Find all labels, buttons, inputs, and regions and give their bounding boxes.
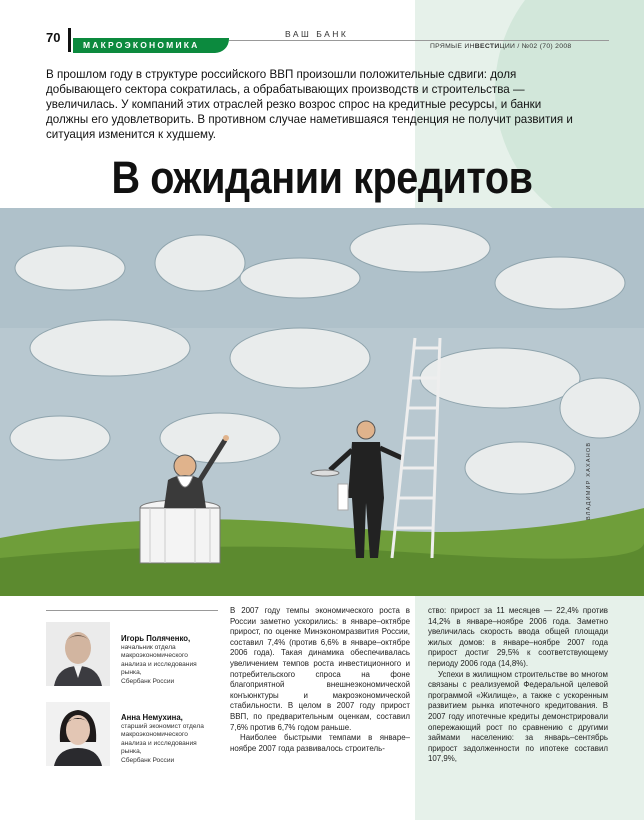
column2-paragraph-2: Успехи в жилищном строительстве во многом связаны с реализуемой Федеральной целевой программой «Жилище», а также с ускоренным развитием рынка ипотечного кредитования. В 2007 году ипотечные кредиты демонстрировали опережающий рост по сравнению с другими займами населению: за январь–сентябрь прирост задолженности по ипотеке составил 107,9%, [428, 669, 608, 764]
author-block-2 [121, 713, 221, 765]
author-role-line: анализа и исследования [121, 660, 197, 668]
header-bar [68, 28, 71, 52]
section-tab: МАКРОЭКОНОМИКА [73, 38, 229, 53]
author-name: Анна Немухина, [121, 713, 183, 722]
illustration-credit: ВЛАДИМИР ХАХАНОВ [586, 441, 592, 520]
author-role-line: Сбербанк России [121, 756, 175, 764]
author-role-line: макроэкономического [121, 652, 188, 660]
issue-label [430, 43, 572, 50]
author-role-line: начальник отдела [121, 644, 176, 651]
author-photo-1 [46, 622, 110, 686]
author-role-line: макроэкономического [121, 731, 188, 739]
author-role-line: рынка, [121, 669, 142, 677]
issue-bold: ВЕСТИ [474, 43, 500, 50]
article-title: В ожидании кредитов [111, 152, 533, 203]
article-column-2 [428, 606, 608, 765]
author-photo-2 [46, 702, 110, 766]
issue-pre: ПРЯМЫЕ ИН [430, 43, 475, 50]
header-rule [229, 40, 609, 41]
issue-post: ЦИИ / №02 (70) 2008 [499, 43, 572, 50]
author-role-line: рынка, [121, 748, 142, 756]
column2-paragraph-1: ство: прирост за 11 месяцев — 22,4% против 14,2% в январе–ноябре 2006 года. Заметно увеличилась скорость ввода общей площади жилых домов: в январе–ноябре 2007 года прирост достиг 29,5% к соответствующему периоду 2006 года (14,8%). [428, 606, 608, 668]
column1-paragraph-1: В 2007 году темпы экономического роста в России заметно ускорились: в январе–октябре прирост, по оценке Минэкономразвития России, составил 7,4% (против 6,6% в январе–октябре 2006 года). Такая динамика обеспечивалась увеличением темпов роста инвестиционного и потребительского спроса на фоне благоприятной внешнеэкономической конъюнктуры и макроэкономической стабильности. В целом в 2007 году прирост ВВП, по предварительным оценкам, составил 7,6% против 6,7% годом раньше. [230, 606, 410, 732]
author-role-line: Сбербанк России [121, 677, 175, 685]
author-role-line: старший экономист отдела [121, 723, 204, 730]
rubric-label: ВАШ БАНК [285, 29, 349, 39]
author-block-1 [121, 634, 221, 686]
page-number: 70 [46, 30, 61, 45]
authors-rule [46, 610, 218, 611]
lead-paragraph: В прошлом году в структуре российского ВВП произошли положительные сдвиги: доля добывающего сектора сократилась, а обрабатывающих производств и строительства — увеличилась. У компаний этих отраслей резко возрос спрос на кредитные ресурсы, и банки должны его удовлетворить. В противном случае наметившаяся тенденция не получит развития и ситуация изменится к худшему. [46, 68, 573, 141]
column1-paragraph-2: Наиболее быстрыми темпами в январе–ноябре 2007 года развивалось строитель- [230, 733, 410, 753]
illustration [0, 208, 644, 596]
author-role-line: анализа и исследования [121, 739, 197, 747]
author-name: Игорь Поляченко, [121, 634, 191, 643]
article-column-1 [230, 606, 410, 754]
